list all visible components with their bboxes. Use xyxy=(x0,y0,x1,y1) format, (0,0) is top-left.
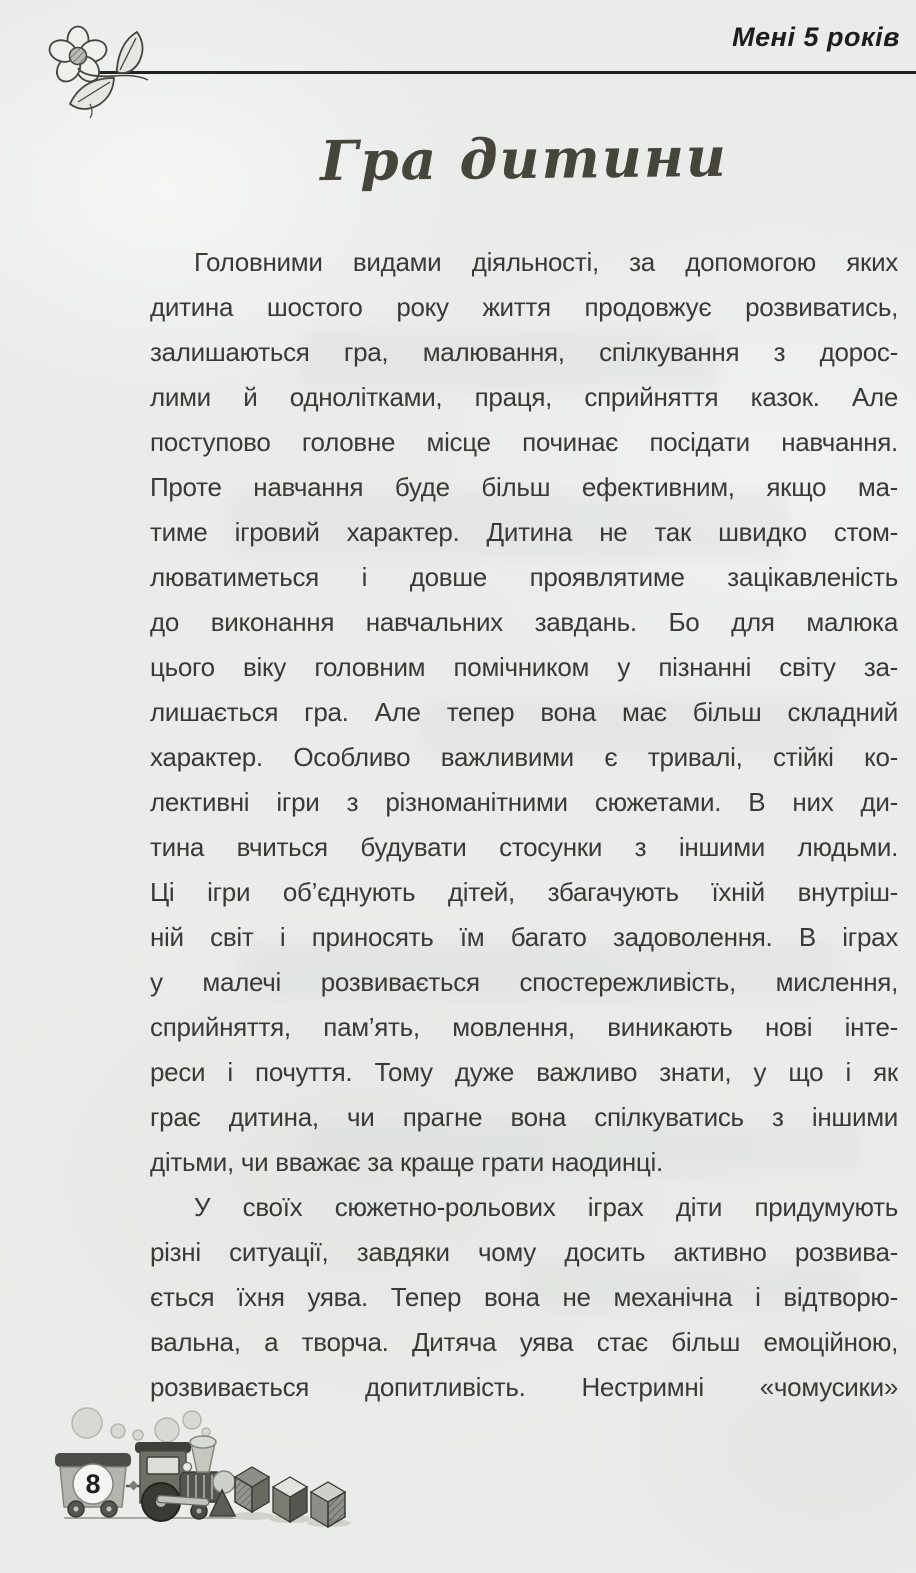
flower-ornament-icon xyxy=(20,16,160,120)
body-line: різні ситуації, завдяки чому досить активно розвива- xyxy=(150,1237,898,1267)
body-line: Ці ігри об’єднують дітей, збагачують їхній внутріш- xyxy=(150,877,898,907)
page-number: 8 xyxy=(85,1469,101,1499)
body-text xyxy=(150,240,898,1410)
body-line: У своїх сюжетно-рольових іграх діти придумують xyxy=(194,1192,898,1222)
body-line: реси і почуття. Тому дуже важливо знати, у що і як xyxy=(150,1057,898,1087)
body-line: ній світ і приносять їм багато задоволення. В іграх xyxy=(150,922,898,952)
body-line: лишається гра. Але тепер вона має більш складний xyxy=(150,697,898,727)
body-line: грає дитина, чи прагне вона спілкуватись з іншими xyxy=(150,1102,898,1132)
header-rule xyxy=(56,71,916,74)
body-line: вальна, а творча. Дитяча уява стає більш емоційною, xyxy=(150,1327,898,1357)
body-line: Головними видами діяльності, за допомогою яких xyxy=(194,247,898,277)
body-line: розвивається допитливість. Нестримні «чомусики» xyxy=(150,1372,898,1402)
body-line: залишаються гра, малювання, спілкування з дорос- xyxy=(150,337,898,367)
body-line: характер. Особливо важливими є тривалі, стійкі ко- xyxy=(150,742,898,772)
body-line: Проте навчання буде більш ефективним, якщо ма- xyxy=(150,472,898,502)
body-line: тиме ігровий характер. Дитина не так швидко стом- xyxy=(150,517,898,547)
toy-train-illustration xyxy=(30,1390,370,1573)
running-head: Мені 5 років xyxy=(732,22,900,52)
body-line: сприйняття, пам’ять, мовлення, виникають нові інте- xyxy=(150,1012,898,1042)
body-line: лективні ігри з різноманітними сюжетами. В них ди- xyxy=(150,787,898,817)
body-line: до виконання навчальних завдань. Бо для малюка xyxy=(150,607,898,637)
train-wagon xyxy=(55,1453,131,1517)
body-line: поступово головне місце починає посідати навчання. xyxy=(150,427,898,457)
body-line: дитина шостого року життя продовжує розвиватись, xyxy=(150,292,898,322)
train-locomotive xyxy=(135,1436,235,1521)
body-line: ється їхня уява. Тепер вона не механічна і відтворю- xyxy=(150,1282,898,1312)
body-line: цього віку головним помічником у пізнанні світу за- xyxy=(150,652,898,682)
body-line: лими й однолітками, праця, сприйняття казок. Але xyxy=(150,382,898,412)
chapter-title: Гра дитини xyxy=(319,123,729,194)
body-line: люватиметься і довше проявлятиме зацікавленість xyxy=(150,562,898,592)
smoke-puffs xyxy=(72,1408,210,1442)
body-line: тина вчиться будувати стосунки з іншими людьми. xyxy=(150,832,898,862)
body-line: дітьми, чи вважає за краще грати наодинці. xyxy=(150,1147,663,1177)
body-line: у малечі розвивається спостережливість, мислення, xyxy=(150,967,898,997)
